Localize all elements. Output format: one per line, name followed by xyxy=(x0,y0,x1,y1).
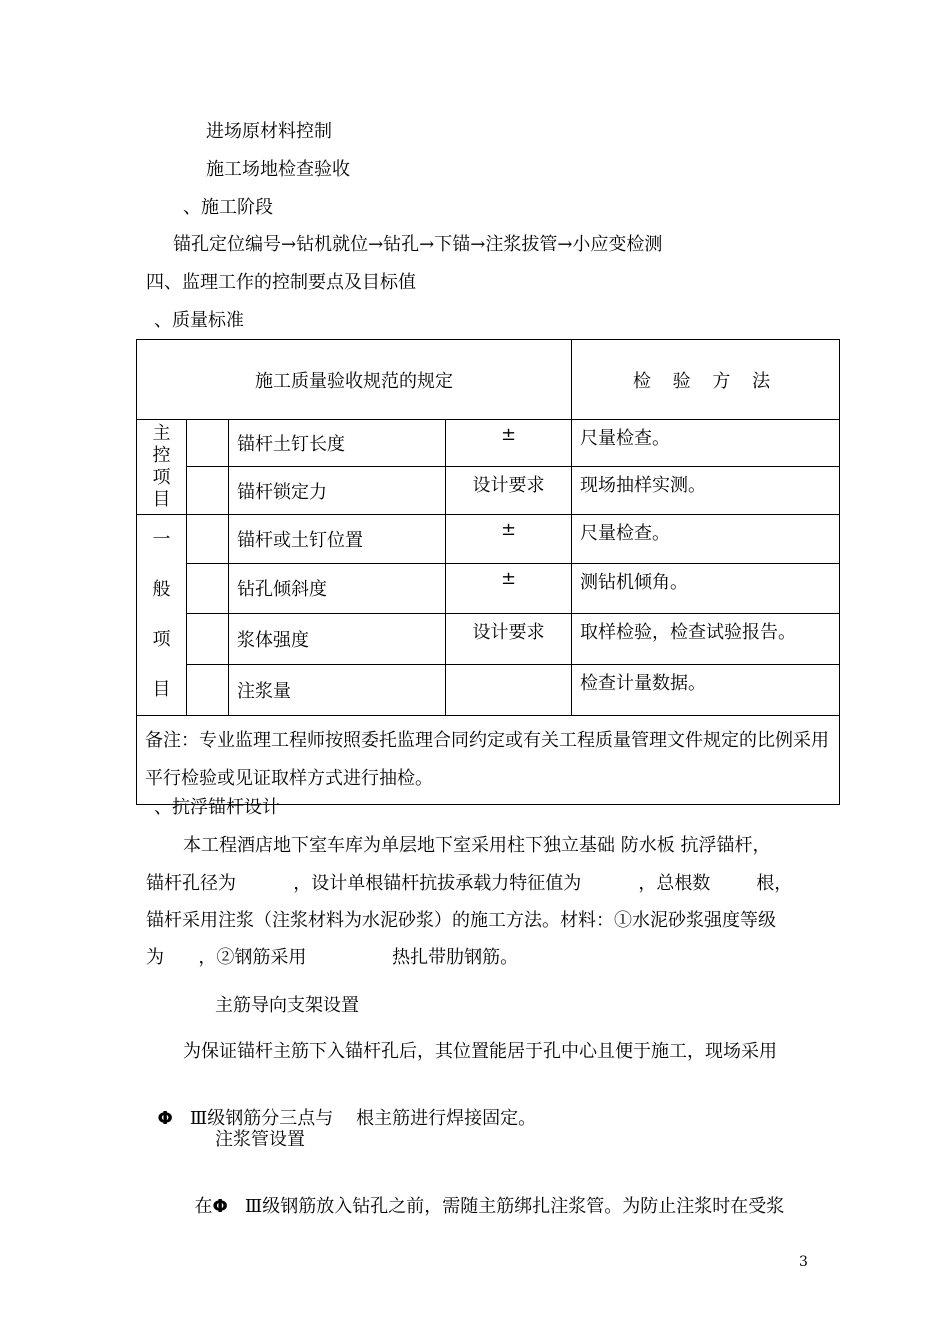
table-header-row xyxy=(137,340,840,420)
table-row xyxy=(137,613,840,664)
section-heading: 四、监理工作的控制要点及目标值 xyxy=(146,272,416,293)
blank-cell xyxy=(187,613,229,664)
subheading: 注浆管设置 xyxy=(215,1129,305,1150)
group-main-label: 主控项目 xyxy=(152,423,171,510)
table-note: 备注：专业监理工程师按照委托监理合同约定或有关工程质量管理文件规定的比例采用平行检验或见证取样方式进行抽检。 xyxy=(137,716,840,805)
table-row xyxy=(137,515,840,564)
group-general-label: 一般项目 xyxy=(152,529,171,700)
group-main-control xyxy=(137,420,187,515)
header-spec: 施工质量验收规范的规定 xyxy=(137,340,572,420)
table-row xyxy=(137,467,840,515)
item-value xyxy=(446,664,572,715)
paragraph-line: 本工程酒店地下室车库为单层地下室采用柱下独立基础 防水板 抗浮锚杆， xyxy=(183,835,771,856)
paragraph-text: Ⅲ级钢筋放入钻孔之前，需随主筋绑扎注浆管。为防止注浆时在受浆 xyxy=(227,1196,785,1217)
section-heading: 、抗浮锚杆设计 xyxy=(154,797,280,818)
item-method: 取样检验，检查试验报告。 xyxy=(572,613,840,664)
item-value: ± xyxy=(446,420,572,467)
item-value: ± xyxy=(446,515,572,564)
item-name: 浆体强度 xyxy=(229,613,446,664)
phi-symbol: Φ xyxy=(212,1196,228,1217)
item-name: 钻孔倾斜度 xyxy=(229,563,446,613)
table-row xyxy=(137,664,840,715)
group-general xyxy=(137,515,187,716)
item-name: 锚杆土钉长度 xyxy=(229,420,446,467)
table-row xyxy=(137,563,840,613)
text-line: 、施工阶段 xyxy=(183,197,273,218)
blank-cell xyxy=(187,420,229,467)
table-row xyxy=(137,420,840,467)
paragraph-line: 为 ，②钢筋采用 热扎带肋钢筋。 xyxy=(146,947,519,968)
item-name: 注浆量 xyxy=(229,664,446,715)
item-method: 尺量检查。 xyxy=(572,420,840,467)
item-value: 设计要求 xyxy=(446,613,572,664)
item-name: 锚杆锁定力 xyxy=(229,467,446,515)
item-value: ± xyxy=(446,563,572,613)
header-method: 检 验 方 法 xyxy=(572,340,840,420)
blank-cell xyxy=(187,563,229,613)
quality-standard-table xyxy=(136,339,840,805)
paragraph-text: 在 xyxy=(194,1196,213,1217)
item-method: 测钻机倾角。 xyxy=(572,563,840,613)
phi-symbol: Φ xyxy=(157,1108,173,1129)
paragraph-line: 锚杆孔径为 ，设计单根锚杆抗拔承载力特征值为 ，总根数 根， xyxy=(146,873,793,894)
page-number: 3 xyxy=(799,1254,808,1270)
item-name: 锚杆或土钉位置 xyxy=(229,515,446,564)
text-line: 进场原材料控制 xyxy=(206,121,332,142)
item-method: 现场抽样实测。 xyxy=(572,467,840,515)
paragraph-line: 为保证锚杆主筋下入锚杆孔后，其位置能居于孔中心且便于施工，现场采用 xyxy=(183,1041,777,1062)
blank-cell xyxy=(187,467,229,515)
item-method: 检查计量数据。 xyxy=(572,664,840,715)
table-note-row xyxy=(137,716,840,805)
item-value: 设计要求 xyxy=(446,467,572,515)
paragraph-line: 锚杆采用注浆（注浆材料为水泥砂浆）的施工方法。材料：①水泥砂浆强度等级 xyxy=(146,910,776,931)
subheading: 主筋导向支架设置 xyxy=(215,995,359,1016)
blank-cell xyxy=(187,664,229,715)
blank-cell xyxy=(187,515,229,564)
text-line: 施工场地检查验收 xyxy=(206,159,350,180)
item-method: 尺量检查。 xyxy=(572,515,840,564)
text-line: 锚孔定位编号→钻机就位→钻孔→下锚→注浆拔管→小应变检测 xyxy=(173,234,663,255)
paragraph-line xyxy=(146,1083,536,1131)
paragraph-line xyxy=(183,1171,784,1219)
paragraph-text: Ⅲ级钢筋分三点与 根主筋进行焊接固定。 xyxy=(172,1108,537,1129)
section-heading: 、质量标准 xyxy=(154,310,244,331)
